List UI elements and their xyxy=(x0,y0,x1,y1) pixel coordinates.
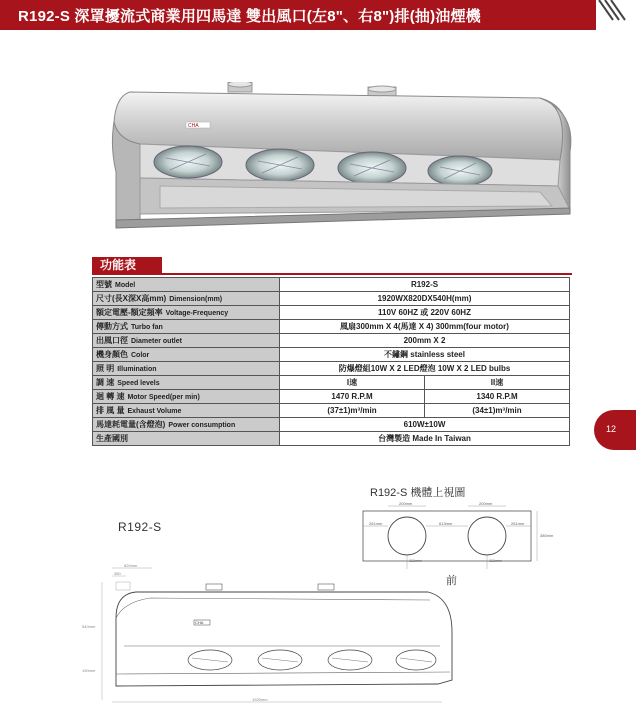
table-row xyxy=(93,432,570,446)
spec-value: II速 xyxy=(425,376,570,390)
dim-top-right: 200mm xyxy=(479,501,493,506)
table-row xyxy=(93,320,570,334)
table-row xyxy=(93,334,570,348)
table-row xyxy=(93,292,570,306)
side-logo-text: CHA xyxy=(195,620,204,625)
spec-value: (34±1)m³/min xyxy=(425,404,570,418)
side-dim-width: 1920mm xyxy=(252,697,268,702)
table-row xyxy=(93,418,570,432)
side-view-drawing xyxy=(80,562,470,709)
table-row xyxy=(93,390,570,404)
top-view-title: R192-S 機體上視圖 xyxy=(370,487,466,499)
spec-value: 1340 R.P.M xyxy=(425,390,570,404)
dim-right: 261mm xyxy=(511,521,525,526)
spec-label: 迴 轉 速 Motor Speed(per min) xyxy=(93,390,280,404)
dim-bottom-left: 111mm xyxy=(409,558,422,563)
spec-value: 110V 60HZ 或 220V 60HZ xyxy=(280,306,570,320)
spec-value: 不鏽鋼 stainless steel xyxy=(280,348,570,362)
spec-label: 出風口徑 Diameter outlet xyxy=(93,334,280,348)
spec-label: 型號 Model xyxy=(93,278,280,292)
spec-value: R192-S xyxy=(280,278,570,292)
hood-product-photo xyxy=(100,82,578,234)
front-label: 前 xyxy=(446,575,457,587)
spec-value: 風扇300mm X 4(馬達 X 4) 300mm(four motor) xyxy=(280,320,570,334)
spec-value: 610W±10W xyxy=(280,418,570,432)
side-dim-lower: 190mm xyxy=(82,668,96,673)
page-number: 12 xyxy=(606,424,617,434)
spec-label: 生產國別 xyxy=(93,432,280,446)
spec-value: 1470 R.P.M xyxy=(280,390,425,404)
spec-value: 台灣製造 Made In Taiwan xyxy=(280,432,570,446)
spec-label: 調 速 Speed levels xyxy=(93,376,280,390)
dim-left: 261mm xyxy=(369,521,383,526)
page-number-badge xyxy=(594,410,636,450)
spec-value: I速 xyxy=(280,376,425,390)
spec-table xyxy=(92,277,570,446)
spec-label: 傳動方式 Turbo fan xyxy=(93,320,280,334)
features-divider xyxy=(92,273,572,275)
spec-label: 尺寸(長X深X高mm) Dimension(mm) xyxy=(93,292,280,306)
side-dim-height: 540mm xyxy=(82,624,96,629)
model-label: R192-S xyxy=(118,520,162,534)
dim-top-left: 200mm xyxy=(399,501,413,506)
table-row xyxy=(93,348,570,362)
dim-center: 613mm xyxy=(439,521,453,526)
spec-value: 1920WX820DX540H(mm) xyxy=(280,292,570,306)
features-tab: 功能表 xyxy=(92,257,162,274)
table-row xyxy=(93,278,570,292)
spec-value: 200mm X 2 xyxy=(280,334,570,348)
page-title: R192-S 深罩擾流式商業用四馬達 雙出風口(左8"、右8")排(抽)油煙機 xyxy=(18,8,481,25)
dim-depth: 380mm xyxy=(540,533,554,538)
side-dim-depth: 820mm xyxy=(124,563,138,568)
table-row xyxy=(93,362,570,376)
table-row xyxy=(93,376,570,390)
side-dim-top: 380 xyxy=(114,571,121,576)
photo-logo-text: CHA xyxy=(188,123,199,129)
header-banner xyxy=(0,0,600,30)
table-row xyxy=(93,404,570,418)
spec-label: 排 風 量 Exhaust Volume xyxy=(93,404,280,418)
banner-slash-decoration-icon xyxy=(596,0,636,34)
spec-value: (37±1)m³/min xyxy=(280,404,425,418)
spec-label: 馬達耗電量(含燈泡) Power consumption xyxy=(93,418,280,432)
spec-label: 額定電壓-額定頻率 Voltage-Frequency xyxy=(93,306,280,320)
table-row xyxy=(93,306,570,320)
spec-value: 防爆燈組10W X 2 LED燈泡 10W X 2 LED bulbs xyxy=(280,362,570,376)
dim-bottom-right: 111mm xyxy=(489,558,502,563)
spec-label: 照 明 Illumination xyxy=(93,362,280,376)
spec-label: 機身顏色 Color xyxy=(93,348,280,362)
